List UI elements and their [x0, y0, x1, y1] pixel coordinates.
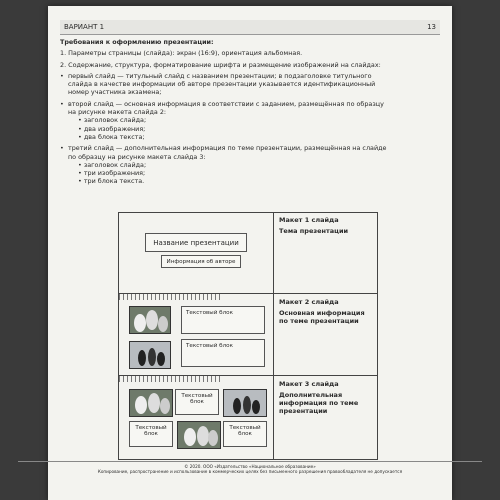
paragraph-2: 2. Содержание, структура, форматирование шрифта и размещение изображений на слайдах:: [60, 60, 381, 69]
page-number: 13: [427, 23, 436, 31]
slide3-caption: [279, 380, 374, 415]
bullet-text: первый слайд — титульный слайд с названием презентации; в подзаголовке титульного слайда в качестве информации об авторе презентации указывается идентификационный номер участника экзамена;: [68, 71, 376, 97]
slide3-image-1: [129, 389, 173, 417]
slide1-author-box: Информация об авторе: [161, 255, 241, 268]
slide3-image-3: [177, 421, 221, 449]
bullet-icon: •: [60, 71, 64, 80]
slide3-text-block-3: Текстовый блок: [223, 421, 267, 447]
sub-item: • заголовок слайда;: [78, 160, 147, 169]
slide-divider-hatch: [119, 294, 223, 300]
footer-notice: Копирование, распространение и использование в коммерческих целях без письменного разрешения правообладателя не допускается: [97, 469, 403, 475]
bullet-text: второй слайд — основная информация в соответствии с заданием, размещённая по образцу на рисунке макета слайда 2:: [68, 99, 384, 117]
bullet-text: третий слайд — дополнительная информация по теме презентации, размещённая на слайде по образцу на рисунке макета слайда 3:: [68, 144, 387, 161]
slide3-caption-desc: Дополнительная информация по теме презентации: [279, 391, 359, 415]
slide1-caption: [279, 216, 374, 235]
requirements-title: Требования к оформлению презентации:: [60, 38, 214, 46]
slide2-image-1: [129, 306, 171, 334]
slide3-caption-title: Макет 3 слайда: [279, 380, 339, 388]
requirements-section: [60, 38, 390, 186]
slide3-text-block-1: Текстовый блок: [175, 389, 219, 415]
sub-item: • три изображения;: [78, 169, 146, 178]
footer-copyright: © 2020. ООО «Издательство «Национальное образование»: [184, 464, 316, 469]
penguins-image-icon: [224, 390, 266, 416]
sub-item: • заголовок слайда;: [78, 116, 147, 125]
flowers-image-icon: [178, 422, 220, 448]
bullet-item: [60, 72, 390, 97]
page-footer: [18, 461, 482, 474]
sub-item: • два изображения;: [78, 124, 146, 133]
bullet-icon: •: [60, 99, 64, 108]
flowers-image-icon: [130, 390, 172, 416]
slide3-image-2: [223, 389, 267, 417]
sub-item: • три блока текста.: [78, 177, 145, 186]
slide2-text-block-2: Текстовый блок: [181, 339, 265, 367]
slide3-text-block-2: Текстовый блок: [129, 421, 173, 447]
slide1-caption-title: Макет 1 слайда: [279, 216, 339, 224]
slide-divider-hatch: [119, 376, 223, 382]
bullet-item: [60, 144, 390, 161]
sub-list: [60, 116, 390, 141]
slide1-caption-desc: Тема презентации: [279, 227, 349, 235]
flowers-image-icon: [130, 307, 170, 333]
slide2-caption-title: Макет 2 слайда: [279, 298, 339, 306]
slide2-caption: [279, 298, 374, 325]
slide2-image-2: [129, 341, 171, 369]
penguins-image-icon: [130, 342, 170, 368]
slide2-caption-desc: Основная информация по теме презентации: [279, 309, 365, 325]
paragraph-1: 1. Параметры страницы (слайда): экран (16:9), ориентация альбомная.: [60, 49, 303, 58]
slide1-title-box: Название презентации: [145, 233, 247, 252]
variant-label: ВАРИАНТ 1: [64, 23, 105, 31]
sub-list: [60, 161, 390, 186]
slide2-text-block-1: Текстовый блок: [181, 306, 265, 334]
sub-item: • два блока текста;: [78, 132, 145, 141]
bullet-item: [60, 100, 390, 117]
bullet-icon: •: [60, 144, 64, 153]
page-header: [60, 20, 440, 35]
slide-layouts-table: [118, 212, 378, 460]
